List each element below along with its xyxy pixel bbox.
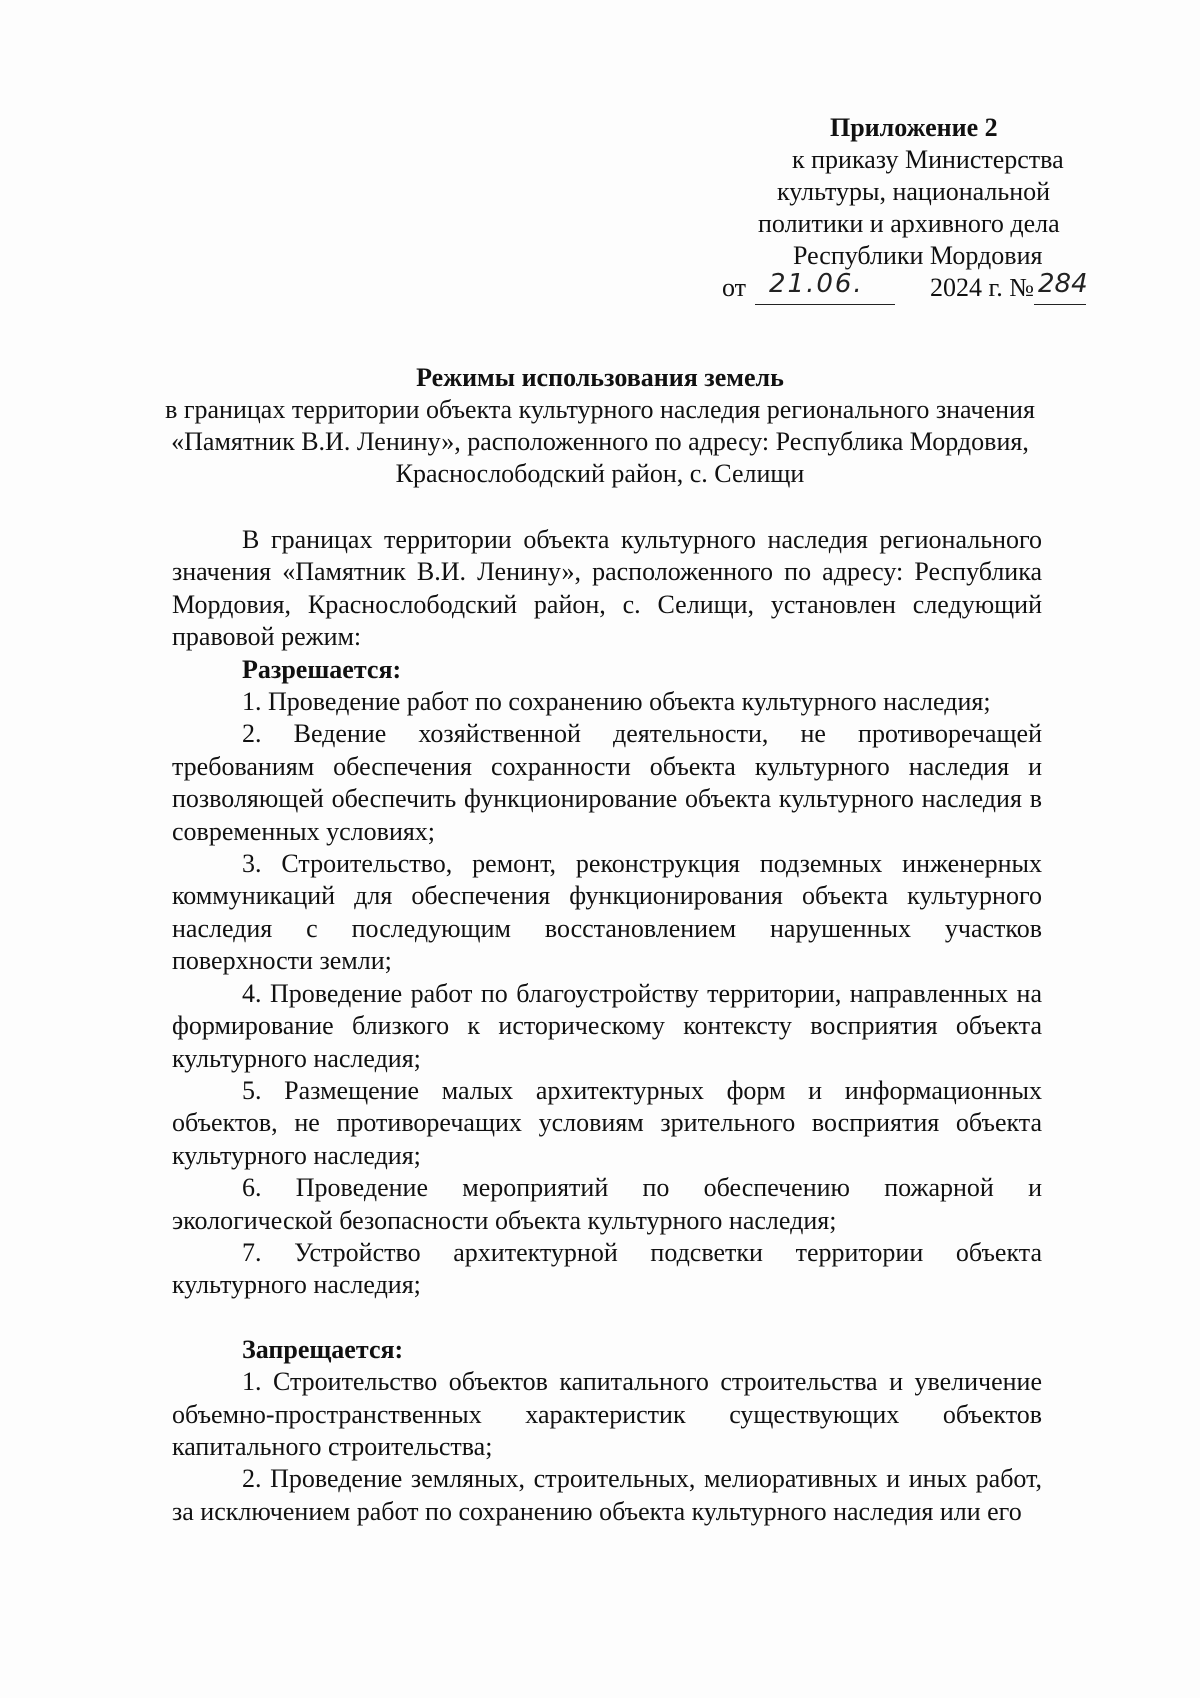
appendix-line: к приказу Министерства — [792, 145, 1064, 174]
appendix-title: Приложение 2 — [830, 113, 998, 142]
order-year: 2024 г. № — [930, 273, 1035, 302]
forbidden-item: 1. Строительство объектов капитального строительства и увеличение объемно-пространственных характеристик существующих объектов капитального строительства; — [172, 1367, 1042, 1461]
title-line: «Памятник В.И. Ленину», расположенного по адресу: Республика Мордовия, — [171, 427, 1029, 456]
appendix-block — [700, 112, 1120, 304]
allowed-item: 3. Строительство, ремонт, реконструкция подземных инженерных коммуникаций для обеспечения функционирования объекта культурного наследия с последующим восстановлением нарушенных участков поверхности земли; — [172, 849, 1042, 976]
appendix-line: Республики Мордовия — [793, 241, 1043, 270]
title-heading: Режимы использования земель — [416, 363, 784, 392]
document-body — [172, 524, 1042, 1528]
title-line: в границах территории объекта культурного наследия регионального значения — [165, 395, 1035, 424]
document-title — [160, 362, 1040, 490]
date-underline — [755, 269, 895, 305]
forbidden-heading: Запрещается: — [242, 1334, 404, 1364]
appendix-line: культуры, национальной — [777, 177, 1051, 206]
allowed-item: 6. Проведение мероприятий по обеспечению пожарной и экологической безопасности объекта культурного наследия; — [172, 1173, 1042, 1235]
allowed-item: 2. Ведение хозяйственной деятельности, не противоречащей требованиям обеспечения сохранности объекта культурного наследия и позволяющей обеспечить функционирование объекта культурного наследия в современных условиях; — [172, 719, 1042, 846]
allowed-item: 4. Проведение работ по благоустройству территории, направленных на формирование близкого к историческому контексту восприятия объекта культурного наследия; — [172, 978, 1042, 1073]
allowed-item: 5. Размещение малых архитектурных форм и информационных объектов, не противоречащих условиям зрительного восприятия объекта культурного наследия; — [172, 1075, 1042, 1170]
title-line: Краснослободский район, с. Селищи — [395, 459, 805, 488]
date-prefix: от — [722, 273, 747, 302]
allowed-item: 7. Устройство архитектурной подсветки территории объекта культурного наследия; — [172, 1237, 1042, 1300]
number-underline — [1034, 269, 1088, 305]
forbidden-item: 2. Проведение земляных, строительных, мелиоративных и иных работ, за исключением работ по сохранению объекта культурного наследия или его — [172, 1464, 1042, 1526]
handwritten-number: 284 — [1038, 269, 1088, 299]
section-spacer — [172, 1302, 1042, 1334]
appendix-line: политики и архивного дела — [758, 209, 1060, 238]
allowed-item: 1. Проведение работ по сохранению объекта культурного наследия; — [242, 687, 991, 717]
allowed-heading: Разрешается: — [242, 654, 402, 684]
order-date-line — [700, 269, 1120, 304]
intro-paragraph: В границах территории объекта культурного наследия регионального значения «Памятник В.И. Ленину», расположенного по адресу: Республика Мордовия, Краснослободский район, с. Селищи, установлен следующий правовой режим: — [172, 525, 1042, 652]
handwritten-date: 21.06. — [769, 269, 864, 299]
